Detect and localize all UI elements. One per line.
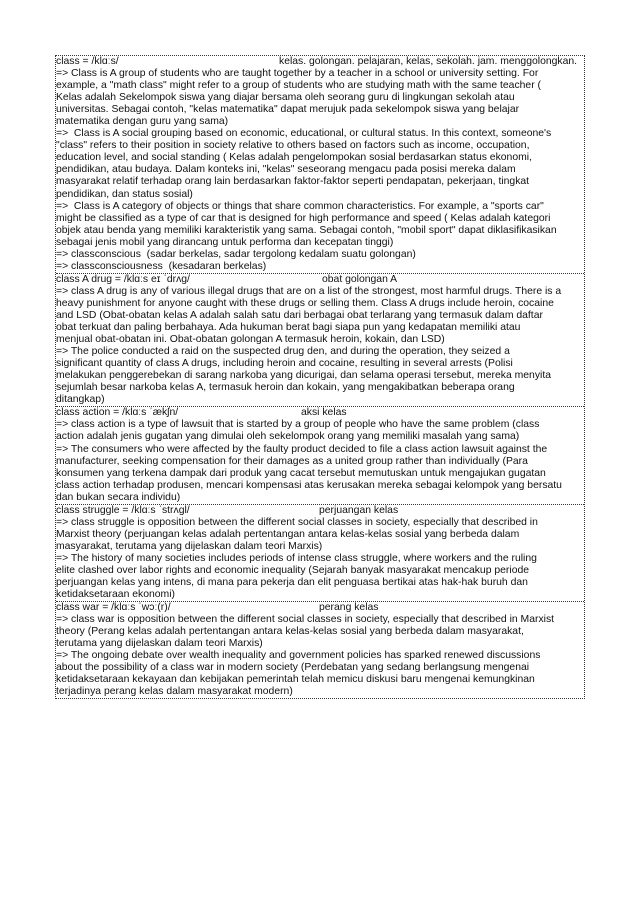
definition-line: class action terhadap produsen, mencari kompensasi atas kerusakan mereka sebagai kelompok yang bersatu — [56, 479, 562, 491]
definition-line: => The police conducted a raid on the suspected drug den, and during the operation, they seized a — [56, 346, 510, 358]
definition-line: might be classified as a type of car that is designed for high performance and speed ( Kelas adalah kategori — [56, 212, 551, 224]
definition-line: pendidikan, dan status sosial) — [56, 188, 193, 200]
term-translation: obat golongan A — [322, 273, 398, 285]
term-translation: perjuangan kelas — [319, 504, 399, 516]
definition-line: terjadinya perang kelas dalam masyarakat modern) — [56, 686, 293, 698]
entry-class-war — [56, 601, 584, 698]
definition-line: elite clashed over labor rights and economic inequality (Sejarah banyak masyarakat mencakup periode — [56, 564, 530, 576]
entry-header — [56, 407, 584, 419]
definition-line: ditangkap) — [56, 394, 105, 406]
definition-line: sejumlah besar narkoba kelas A, termasuk heroin dan kokain, yang mengakibatkan beberapa orang — [56, 382, 515, 394]
definition-line: => class action is a type of lawsuit that is started by a group of people who have the same problem (class — [56, 419, 540, 431]
definition-line: Kelas adalah Sekelompok siswa yang diajar bersama oleh seorang guru di lingkungan sekolah atau — [56, 92, 515, 104]
entry-header — [56, 602, 584, 614]
entry-header — [56, 505, 584, 517]
definition-line: perjuangan kelas yang intens, di mana para pekerja dan elit penguasa bertikai atas hak-hak buruh dan — [56, 577, 528, 589]
definition-line: terutama yang dijelaskan dalam teori Marxis) — [56, 638, 263, 650]
term-pronunciation: class action = /klɑːs ˈækʃn/ — [56, 407, 179, 419]
definition-line: => classconsciousness (kesadaran berkelas) — [56, 260, 267, 272]
definition-line: heavy punishment for anyone caught with these drugs or selling them. Class A drugs include heroin, cocaine — [56, 297, 554, 309]
definition-line: => classconscious (sadar berkelas, sadar tergolong kedalam suatu golongan) — [56, 248, 416, 260]
definition-line: konsumen yang terkena dampak dari produk yang cacat tersebut memutuskan untuk mengajukan gugatan — [56, 467, 546, 479]
entry-header — [56, 274, 584, 286]
definition-line: melakukan penggerebekan di sarang narkoba yang dicurigai, dan selama operasi tersebut, mereka menyita — [56, 370, 552, 382]
definition-line: => class A drug is any of various illegal drugs that are on a list of the strongest, most harmful drugs. There is a — [56, 285, 562, 297]
term-pronunciation: class A drug = /klɑːs eɪ ˈdrʌɡ/ — [56, 273, 190, 285]
dictionary-page — [55, 55, 585, 699]
definition-line: => The ongoing debate over wealth inequality and government policies has sparked renewed discussions — [56, 650, 541, 662]
definition-line: dan bukan secara individu) — [56, 491, 181, 503]
definition-line: action adalah jenis gugatan yang dimulai oleh sekelompok orang yang memiliki masalah yang sama) — [56, 431, 520, 443]
definition-line: example, a "math class" might refer to a group of students who are studying math with the same teacher ( — [56, 80, 542, 92]
term-translation: perang kelas — [319, 602, 379, 614]
term-translation: kelas. golongan. pelajaran, kelas, sekolah. jam. menggolongkan. — [279, 56, 578, 67]
definition-line: => class struggle is opposition between the different social classes in society, especially that described in — [56, 516, 538, 528]
definition-line: => The consumers who were affected by the faulty product decided to file a class action lawsuit against the — [56, 443, 548, 455]
definition-line: significant quantity of class A drugs, including heroin and cocaine, resulting in several arrests (Polisi — [56, 358, 513, 370]
definition-line: Marxist theory (perjuangan kelas adalah pertentangan antara kelas-kelas sosial yang berbeda dalam — [56, 528, 520, 540]
definition-line: matematika dengan guru yang sama) — [56, 116, 229, 128]
definition-line: obat terkuat dan paling berbahaya. Ada hukuman berat bagi siapa pun yang kedapatan memiliki atau — [56, 322, 521, 334]
definition-line: => The history of many societies includes periods of intense class struggle, where workers and the ruling — [56, 552, 537, 564]
definition-line: ketidaksetaraan kekayaan dan kebijakan pemerintah telah memicu diskusi baru mengenai kemungkinan — [56, 674, 535, 686]
term-pronunciation: class war = /klɑːs ˈwɔː(r)/ — [56, 602, 171, 614]
term-pronunciation: class struggle = /klɑːs ˈstrʌɡl/ — [56, 504, 190, 516]
definition-line: universitas. Sebagai contoh, "kelas matematika" dapat merujuk pada sekelompok siswa yang belajar — [56, 104, 520, 116]
definition-line: manufacturer, seeking compensation for their damages as a united group rather than individually (Para — [56, 455, 528, 467]
definition-line: masyarakat relatif terhadap orang lain berdasarkan faktor-faktor seperti pendapatan, pekerjaan, tingkat — [56, 176, 530, 188]
entry-class-a-drug — [56, 273, 584, 407]
term-pronunciation: class = /klɑːs/ — [56, 56, 119, 67]
definition-line: about the possibility of a class war in modern society (Perdebatan yang sedang berlangsung mengenai — [56, 662, 530, 674]
entry-class — [56, 56, 584, 273]
definition-line: objek atau benda yang memiliki karakteristik yang sama. Sebagai contoh, "mobil sport" dapat diklasifikasikan — [56, 224, 557, 236]
definition-line: pendidikan, atau budaya. Dalam konteks ini, "kelas" seseorang mengacu pada posisi mereka dalam — [56, 164, 516, 176]
entry-class-action — [56, 406, 584, 503]
definition-line: theory (Perang kelas adalah pertentangan antara kelas-kelas sosial yang berbeda dalam masyarakat, — [56, 626, 524, 638]
entry-class-struggle — [56, 504, 584, 601]
definition-line: "class" refers to their position in society relative to others based on factors such as income, occupation, — [56, 140, 530, 152]
definition-line: masyarakat, terutama yang dijelaskan dalam teori Marxis) — [56, 540, 323, 552]
definition-line: and LSD (Obat-obatan kelas A adalah salah satu dari berbagai obat terlarang yang termasuk dalam daftar — [56, 309, 543, 321]
definition-line: => Class is A group of students who are taught together by a teacher in a school or university setting. For — [56, 68, 539, 80]
entry-header — [56, 56, 584, 68]
definition-line: menjual obat-obatan ini. Obat-obatan golongan A termasuk heroin, kokain, dan LSD) — [56, 334, 445, 346]
definition-line: => Class is A social grouping based on economic, educational, or cultural status. In this context, someone's — [56, 128, 552, 140]
definition-line: => class war is opposition between the different social classes in society, especially that described in Marxist — [56, 614, 555, 626]
definition-line: => Class is A category of objects or things that share common characteristics. For example, a "sports car" — [56, 200, 544, 212]
definition-line: sebagai jenis mobil yang dirancang untuk performa dan kecepatan tinggi) — [56, 236, 394, 248]
term-translation: aksi kelas — [301, 407, 347, 419]
definition-line: ketidaksetaraan ekonomi) — [56, 589, 175, 601]
definition-line: education level, and social standing ( Kelas adalah pengelompokan sosial berdasarkan status ekonomi, — [56, 152, 532, 164]
